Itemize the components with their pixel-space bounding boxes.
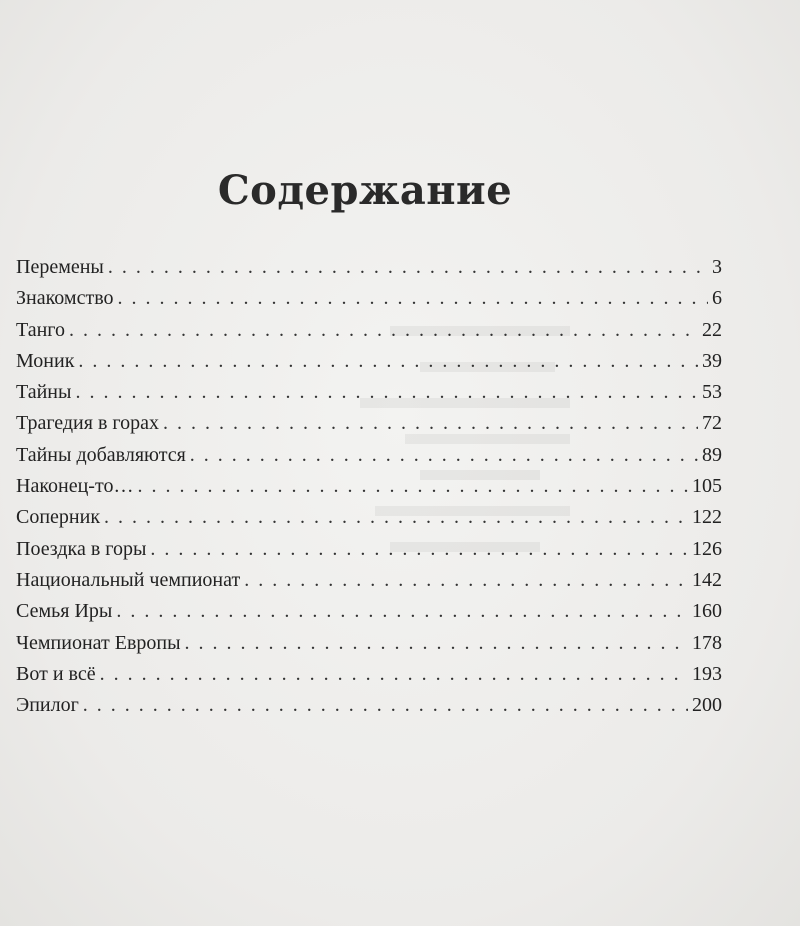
toc-entry[interactable] [16,283,722,314]
toc-entry-page: 178 [692,631,722,654]
toc-entry-page: 200 [692,694,722,717]
toc-entry-title: Соперник [16,506,101,529]
toc-entry[interactable] [16,471,722,502]
toc-entry[interactable] [16,377,722,408]
toc-entry-title: Перемены [16,256,104,278]
dot-leader [185,628,688,659]
toc-entry-page: 142 [692,568,722,591]
dot-leader [190,440,698,471]
toc-entry[interactable] [16,315,722,346]
toc-entry-title: Моник [16,349,75,372]
toc-entry-page: 126 [692,537,722,560]
toc-entry-page: 3 [712,256,722,278]
toc-entry-title: Тайны [16,381,72,404]
toc-entry-title: Национальный чемпионат [16,568,241,591]
toc-entry-page: 22 [702,318,722,341]
toc-entry-page: 193 [692,662,722,685]
page-title: Содержание [217,166,513,214]
dot-leader [100,659,688,690]
dot-leader [69,315,698,346]
dot-leader [118,283,709,314]
toc-entry-title: Знакомство [16,287,114,310]
dot-leader [163,408,698,439]
dot-leader [104,502,688,533]
toc-entry-title: Трагедия в горах [16,412,159,435]
toc-entry-page: 105 [692,475,722,498]
toc-entry-page: 72 [702,412,722,435]
dot-leader [78,346,698,377]
toc-entry-title: Тайны добавляются [16,443,186,466]
toc-entry[interactable] [16,659,722,690]
toc-entry-title: Вот и всё [16,662,96,685]
dot-leader [75,377,698,408]
toc-entry[interactable] [16,596,722,627]
toc-entry-page: 39 [702,349,722,372]
toc-entry[interactable] [16,440,722,471]
table-of-contents [16,252,722,721]
toc-entry-title: Семья Иры [16,600,113,623]
dot-leader [150,534,688,565]
toc-entry[interactable] [16,565,722,596]
toc-entry-title: Наконец-то… [16,475,134,498]
toc-entry[interactable] [16,252,722,283]
toc-entry[interactable] [16,502,722,533]
toc-entry-title: Чемпионат Европы [16,631,181,654]
toc-entry-page: 122 [692,506,722,529]
toc-entry-title: Танго [16,318,66,341]
toc-entry-page: 6 [712,287,722,310]
toc-entry-title: Поездка в горы [16,537,147,560]
toc-entry[interactable] [16,534,722,565]
toc-entry-page: 53 [702,381,722,404]
dot-leader [83,690,688,721]
toc-entry-title: Эпилог [16,694,79,717]
toc-entry[interactable] [16,628,722,659]
dot-leader [108,252,708,283]
toc-entry[interactable] [16,408,722,439]
toc-entry[interactable] [16,346,722,377]
dot-leader [244,565,688,596]
toc-entry-page: 89 [702,443,722,466]
dot-leader [116,596,688,627]
toc-entry[interactable] [16,690,722,721]
dot-leader [137,471,688,502]
toc-entry-page: 160 [692,600,722,623]
